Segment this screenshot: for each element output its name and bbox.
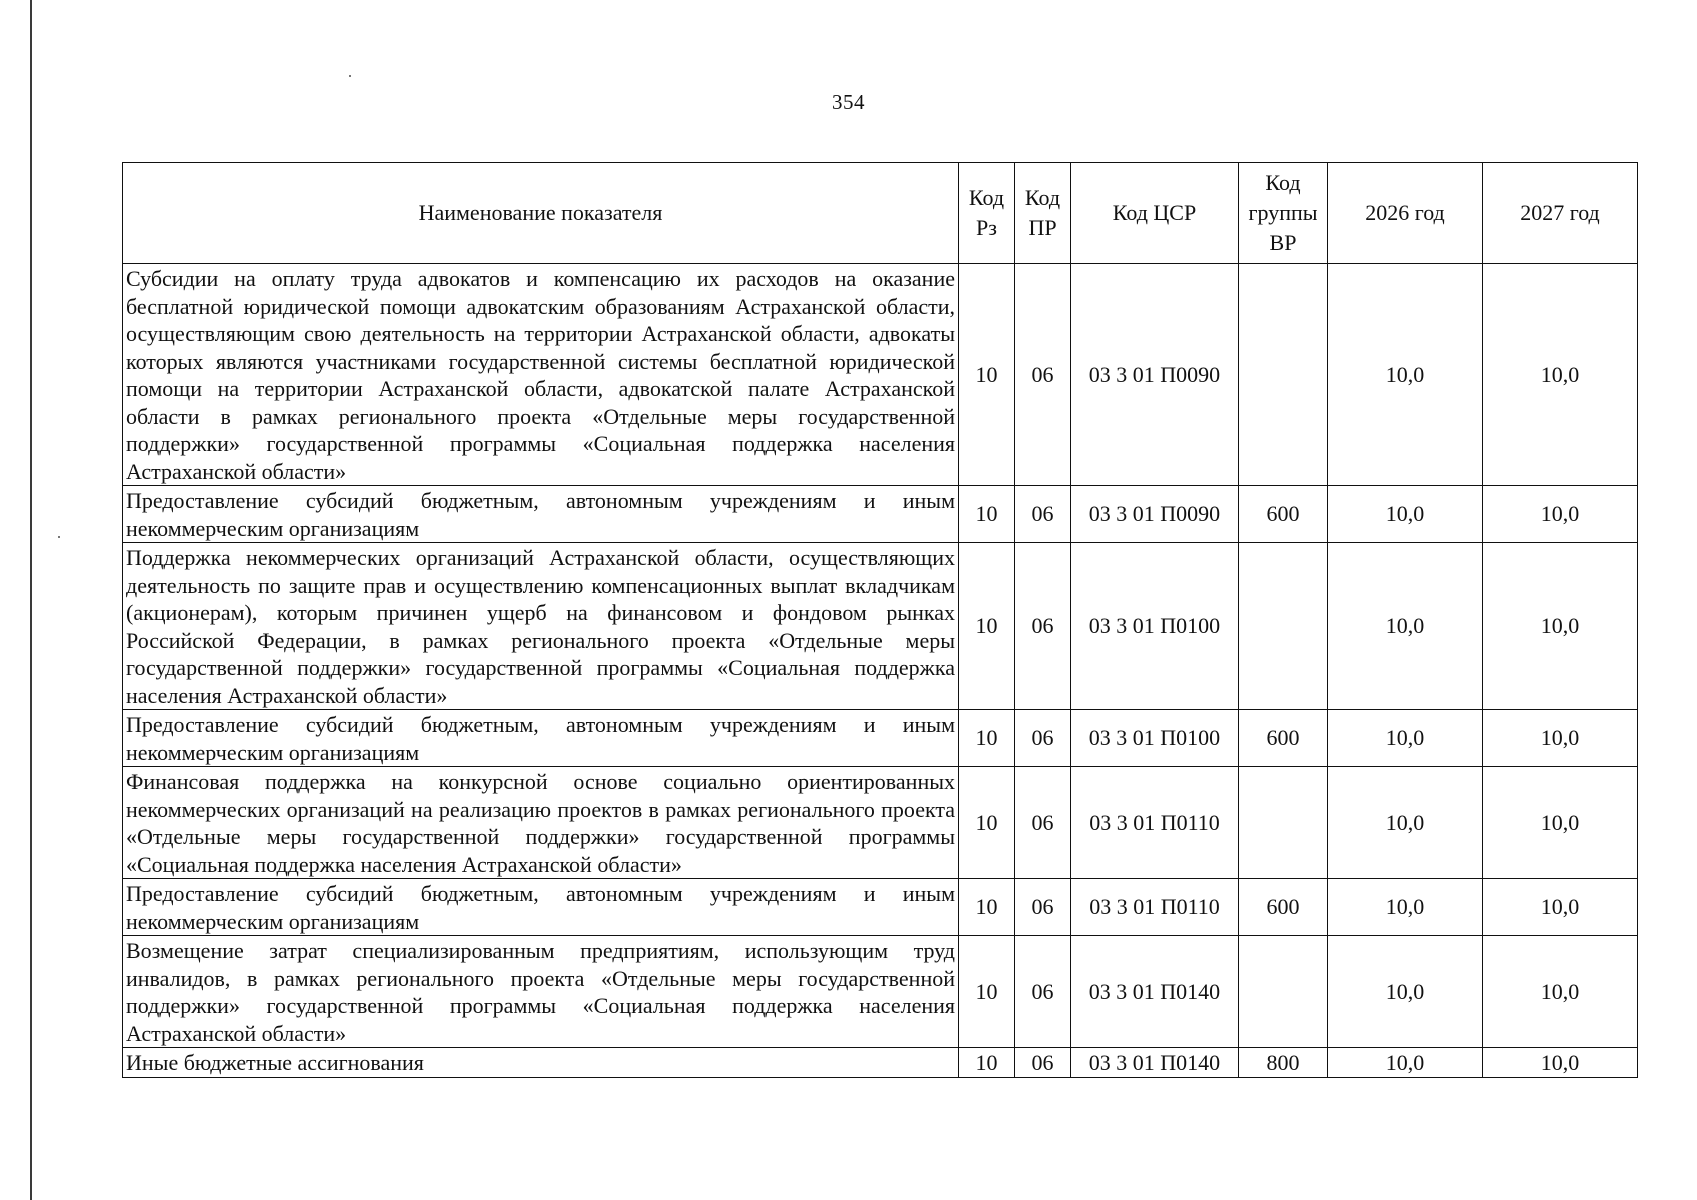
row-csr: 03 3 01 П0110 xyxy=(1071,767,1239,879)
row-rz: 10 xyxy=(959,710,1015,767)
row-2027: 10,0 xyxy=(1483,767,1638,879)
row-2027: 10,0 xyxy=(1483,543,1638,710)
row-vr: 600 xyxy=(1239,710,1328,767)
table-row xyxy=(123,710,1638,767)
header-pr: Код ПР xyxy=(1015,163,1071,264)
scan-edge-line xyxy=(30,0,32,1200)
table-header-row xyxy=(123,163,1638,264)
row-name: Иные бюджетные ассигнования xyxy=(123,1048,959,1078)
row-rz: 10 xyxy=(959,264,1015,486)
row-2026: 10,0 xyxy=(1328,767,1483,879)
row-name: Предоставление субсидий бюджетным, автономным учреждениям и иным некоммерческим организациям xyxy=(123,879,959,936)
row-pr: 06 xyxy=(1015,264,1071,486)
scan-speck xyxy=(349,75,351,77)
row-2027: 10,0 xyxy=(1483,486,1638,543)
row-pr: 06 xyxy=(1015,543,1071,710)
row-2026: 10,0 xyxy=(1328,710,1483,767)
row-pr: 06 xyxy=(1015,879,1071,936)
row-rz: 10 xyxy=(959,879,1015,936)
row-name: Субсидии на оплату труда адвокатов и компенсацию их расходов на оказание бесплатной юридической помощи адвокатским образованиям Астраханской области, осуществляющим свою деятельность на территории Астраханской области, адвокаты которых являются участниками государственной системы бесплатной юридической помощи на территории Астраханской области, адвокатской палате Астраханской области в рамках регионального проекта «Отдельные меры государственной поддержки» государственной программы «Социальная поддержка населения Астраханской области» xyxy=(123,264,959,486)
row-rz: 10 xyxy=(959,936,1015,1048)
row-vr xyxy=(1239,264,1328,486)
row-vr xyxy=(1239,543,1328,710)
row-2026: 10,0 xyxy=(1328,1048,1483,1078)
row-csr: 03 3 01 П0140 xyxy=(1071,936,1239,1048)
table-row xyxy=(123,1048,1638,1078)
header-csr: Код ЦСР xyxy=(1071,163,1239,264)
row-2027: 10,0 xyxy=(1483,936,1638,1048)
row-vr xyxy=(1239,936,1328,1048)
table-row xyxy=(123,543,1638,710)
row-csr: 03 3 01 П0100 xyxy=(1071,543,1239,710)
row-rz: 10 xyxy=(959,543,1015,710)
page-number: 354 xyxy=(832,90,865,114)
row-2026: 10,0 xyxy=(1328,936,1483,1048)
row-rz: 10 xyxy=(959,767,1015,879)
table-row xyxy=(123,936,1638,1048)
header-2026: 2026 год xyxy=(1328,163,1483,264)
row-rz: 10 xyxy=(959,1048,1015,1078)
row-vr: 800 xyxy=(1239,1048,1328,1078)
row-vr: 600 xyxy=(1239,879,1328,936)
row-pr: 06 xyxy=(1015,486,1071,543)
table-row xyxy=(123,767,1638,879)
row-csr: 03 3 01 П0140 xyxy=(1071,1048,1239,1078)
row-2026: 10,0 xyxy=(1328,543,1483,710)
table-row xyxy=(123,879,1638,936)
budget-table xyxy=(122,162,1638,1078)
row-pr: 06 xyxy=(1015,767,1071,879)
header-name: Наименование показателя xyxy=(123,163,959,264)
row-vr xyxy=(1239,767,1328,879)
table-row xyxy=(123,264,1638,486)
row-2027: 10,0 xyxy=(1483,264,1638,486)
row-csr: 03 3 01 П0090 xyxy=(1071,486,1239,543)
row-pr: 06 xyxy=(1015,1048,1071,1078)
header-2027: 2027 год xyxy=(1483,163,1638,264)
row-2026: 10,0 xyxy=(1328,486,1483,543)
row-name: Предоставление субсидий бюджетным, автономным учреждениям и иным некоммерческим организациям xyxy=(123,710,959,767)
row-name: Финансовая поддержка на конкурсной основе социально ориентированных некоммерческих организаций на реализацию проектов в рамках регионального проекта «Отдельные меры государственной поддержки» государственной программы «Социальная поддержка населения Астраханской области» xyxy=(123,767,959,879)
row-name: Предоставление субсидий бюджетным, автономным учреждениям и иным некоммерческим организациям xyxy=(123,486,959,543)
row-rz: 10 xyxy=(959,486,1015,543)
row-csr: 03 3 01 П0090 xyxy=(1071,264,1239,486)
row-2027: 10,0 xyxy=(1483,879,1638,936)
table-row xyxy=(123,486,1638,543)
row-csr: 03 3 01 П0100 xyxy=(1071,710,1239,767)
header-vr: Код группы ВР xyxy=(1239,163,1328,264)
row-2027: 10,0 xyxy=(1483,1048,1638,1078)
row-2027: 10,0 xyxy=(1483,710,1638,767)
scan-speck xyxy=(58,536,60,538)
row-vr: 600 xyxy=(1239,486,1328,543)
row-pr: 06 xyxy=(1015,710,1071,767)
row-2026: 10,0 xyxy=(1328,879,1483,936)
row-pr: 06 xyxy=(1015,936,1071,1048)
row-name: Возмещение затрат специализированным предприятиям, использующим труд инвалидов, в рамках регионального проекта «Отдельные меры государственной поддержки» государственной программы «Социальная поддержка населения Астраханской области» xyxy=(123,936,959,1048)
row-name: Поддержка некоммерческих организаций Астраханской области, осуществляющих деятельность по защите прав и осуществлению компенсационных выплат вкладчикам (акционерам), которым причинен ущерб на финансовом и фондовом рынках Российской Федерации, в рамках регионального проекта «Отдельные меры государственной поддержки» государственной программы «Социальная поддержка населения Астраханской области» xyxy=(123,543,959,710)
row-csr: 03 3 01 П0110 xyxy=(1071,879,1239,936)
row-2026: 10,0 xyxy=(1328,264,1483,486)
header-rz: Код Рз xyxy=(959,163,1015,264)
